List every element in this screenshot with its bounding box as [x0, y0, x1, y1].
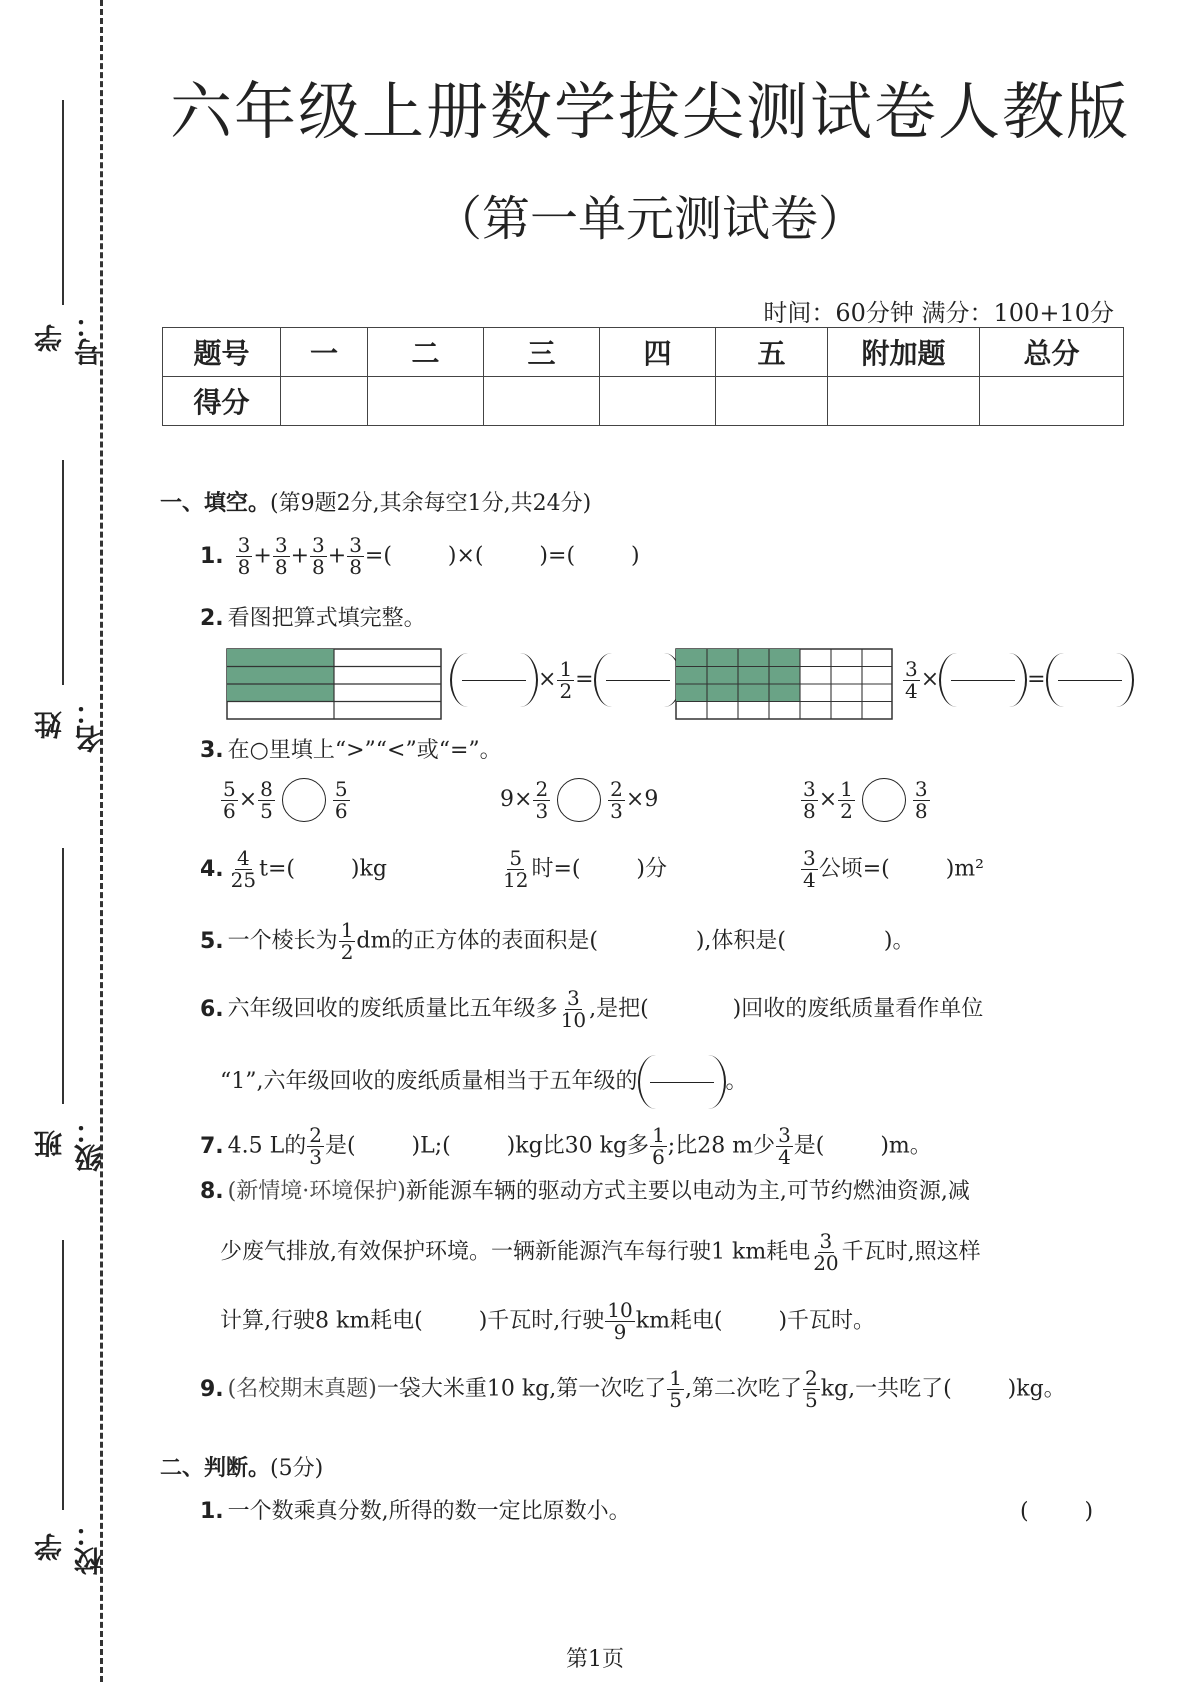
score-header-cell: 附加题 — [828, 328, 980, 377]
numerator: 1 — [340, 918, 354, 942]
score-table-score-row — [163, 377, 1124, 426]
page-number: 第1页 — [566, 1647, 624, 1672]
denominator: 4 — [778, 1145, 791, 1169]
section1-heading — [160, 493, 591, 515]
denominator: 8 — [914, 798, 928, 823]
compare-circle[interactable] — [282, 778, 326, 822]
numerator: 3 — [237, 533, 251, 557]
question-8-line3 — [220, 1300, 875, 1343]
fraction — [533, 776, 550, 823]
fraction-blank[interactable] — [638, 1055, 726, 1109]
numerator: 1 — [669, 1366, 682, 1390]
fraction — [913, 776, 930, 823]
numerator: 5 — [509, 846, 523, 870]
denominator: 2 — [840, 798, 853, 823]
numerator: 3 — [567, 986, 580, 1010]
score-header-cell: 四 — [600, 328, 716, 377]
denominator: 12 — [503, 868, 529, 892]
denominator: 2 — [559, 678, 573, 703]
question-6-line2 — [220, 1055, 748, 1109]
fraction — [801, 848, 818, 891]
question-number: 1. — [200, 1499, 224, 1524]
question-number: 4. — [200, 856, 224, 882]
fraction — [258, 776, 275, 823]
score-cell[interactable] — [716, 377, 828, 426]
equals: = — [1027, 667, 1046, 692]
score-header-cell: 总分 — [980, 328, 1124, 377]
score-cell[interactable] — [828, 377, 980, 426]
numerator: 3 — [274, 533, 288, 557]
class-field — [30, 848, 106, 1178]
question-text: 少废气排放,有效保护环境。一辆新能源汽车每行驶1 km耗电 — [220, 1239, 811, 1265]
denominator: 2 — [340, 940, 354, 964]
prefix: 9× — [500, 787, 533, 812]
binding-margin — [0, 0, 110, 1682]
answer-blank[interactable]: 是( )m。 — [793, 1133, 932, 1159]
answer-blank[interactable]: km耗电( )千瓦时。 — [635, 1308, 876, 1334]
question-number: 6. — [200, 996, 224, 1022]
times: × — [920, 667, 940, 692]
numerator: 3 — [803, 846, 816, 870]
fraction-blank[interactable] — [939, 653, 1027, 707]
fraction — [803, 1368, 820, 1411]
numerator: 2 — [610, 776, 623, 801]
times: × — [818, 787, 838, 812]
numerator: 3 — [778, 1123, 791, 1147]
question-number: 7. — [200, 1133, 224, 1159]
denominator: 3 — [610, 798, 623, 823]
exam-meta: 时间：60分钟 满分：100+10分 — [763, 299, 1114, 327]
denominator: 8 — [349, 555, 362, 579]
section2-title: 二、判断。 — [160, 1456, 271, 1481]
denominator: 8 — [803, 798, 816, 823]
answer-blank[interactable]: t=( )kg — [259, 856, 387, 882]
denominator: 6 — [652, 1145, 665, 1169]
student-id-line — [62, 100, 64, 305]
numerator: 1 — [652, 1123, 665, 1147]
fraction — [310, 535, 327, 578]
question-tag: (新情境·环境保护) — [227, 1179, 406, 1204]
plus: + — [327, 543, 347, 569]
score-header-cell: 题号 — [163, 328, 281, 377]
question-4c — [800, 848, 984, 891]
answer-blanks[interactable]: dm的正方体的表面积是( ),体积是( )。 — [356, 928, 915, 954]
question-text: 4.5 L的 — [227, 1133, 307, 1159]
section2-note: (5分) — [270, 1456, 324, 1481]
plus: + — [253, 543, 272, 569]
question-text: 一个棱长为 — [227, 928, 338, 954]
question-text: “1”,六年级回收的废纸质量相当于五年级的 — [220, 1069, 638, 1094]
denominator: 6 — [334, 798, 348, 823]
grid-diagram-1 — [226, 648, 442, 720]
grid-2-svg — [675, 648, 893, 720]
grid-1-svg — [226, 648, 442, 720]
times: × — [538, 667, 557, 692]
judge-question-1 — [200, 1501, 631, 1523]
denominator: 4 — [803, 868, 816, 892]
question-8 — [200, 1181, 970, 1203]
question-8-line2 — [220, 1231, 981, 1274]
times: × — [238, 787, 258, 812]
denominator: 9 — [613, 1320, 627, 1344]
school-line — [62, 1240, 64, 1510]
fraction — [339, 920, 356, 963]
name-label: 姓名： — [33, 697, 106, 753]
question-text: 看图把算式填完整。 — [227, 606, 426, 631]
section1-note: (第9题2分,其余每空1分,共24分) — [270, 491, 592, 516]
score-header-cell: 五 — [716, 328, 828, 377]
fraction — [811, 1231, 840, 1274]
score-row-label: 得分 — [163, 377, 281, 426]
numerator: 2 — [535, 776, 549, 801]
question-7 — [200, 1125, 932, 1168]
question-text: 一袋大米重10 kg,第一次吃了 — [376, 1376, 667, 1402]
fraction-blank[interactable] — [450, 653, 538, 707]
equals: = — [575, 667, 594, 692]
denominator: 4 — [905, 678, 918, 703]
question-number: 2. — [200, 606, 224, 631]
fraction — [557, 656, 574, 703]
fraction — [650, 1125, 667, 1168]
school-field — [30, 1240, 106, 1580]
q3-item-2 — [500, 778, 658, 822]
question-text: ,第二次吃了 — [684, 1376, 802, 1402]
fraction — [801, 776, 818, 823]
q2-equation-1 — [450, 653, 682, 707]
answer-blanks[interactable]: 是( )L;( )kg比30 kg多 — [325, 1133, 650, 1159]
compare-circle[interactable] — [862, 778, 906, 822]
q3-item-3 — [800, 778, 931, 822]
score-header-cell: 三 — [484, 328, 600, 377]
denominator: 5 — [669, 1388, 682, 1412]
numerator: 2 — [309, 1123, 322, 1147]
q3-item-1 — [220, 778, 351, 822]
fraction — [838, 776, 855, 823]
denominator: 8 — [274, 555, 288, 579]
question-9 — [200, 1368, 1066, 1411]
section2-heading — [160, 1458, 323, 1480]
page-subtitle: （第一单元测试卷） — [433, 191, 866, 247]
score-cell[interactable] — [368, 377, 484, 426]
denominator: 3 — [535, 798, 549, 823]
class-label: 班级： — [33, 1116, 106, 1172]
fraction-blank[interactable] — [594, 653, 682, 707]
page-title: 六年级上册数学拔尖测试卷人教版 — [169, 75, 1130, 148]
answer-blank[interactable]: kg,一共吃了( )kg。 — [820, 1376, 1066, 1402]
name-field — [30, 460, 106, 760]
fraction — [347, 535, 364, 578]
score-cell[interactable] — [980, 377, 1124, 426]
question-5 — [200, 920, 915, 963]
score-header-cell: 一 — [281, 328, 368, 377]
fraction — [776, 1125, 793, 1168]
answer-blanks[interactable]: =( )×( )=( ) — [364, 543, 640, 569]
numerator: 5 — [223, 776, 236, 801]
fraction — [236, 535, 253, 578]
denominator: 8 — [312, 555, 325, 579]
student-id-label: 学号： — [33, 310, 106, 366]
grid-diagram-2 — [675, 648, 893, 720]
fraction-blank[interactable] — [1046, 653, 1134, 707]
denominator: 10 — [560, 1008, 587, 1032]
question-text: ;比28 m少 — [667, 1133, 776, 1159]
question-6 — [200, 988, 983, 1031]
fraction — [307, 1125, 324, 1168]
fraction — [229, 848, 258, 891]
plus: + — [290, 543, 310, 569]
question-number: 3. — [200, 738, 224, 763]
question-1 — [200, 535, 640, 578]
student-id-field — [30, 100, 106, 366]
score-cell[interactable] — [484, 377, 600, 426]
q2-equation-2 — [902, 653, 1134, 707]
numerator: 3 — [349, 533, 362, 557]
numerator: 3 — [803, 776, 816, 801]
denominator: 5 — [804, 1388, 818, 1412]
answer-blank[interactable]: ,是把( )回收的废纸质量看作单位 — [589, 996, 984, 1022]
question-number: 1. — [200, 543, 224, 569]
suffix: ×9 — [625, 787, 659, 812]
school-label: 学校： — [33, 1519, 106, 1576]
denominator: 6 — [223, 798, 236, 823]
judge-answer-paren[interactable] — [1020, 1501, 1093, 1523]
score-cell[interactable] — [600, 377, 716, 426]
class-line — [62, 848, 64, 1104]
denominator: 8 — [237, 555, 251, 579]
fraction — [333, 776, 350, 823]
score-header-cell: 二 — [368, 328, 484, 377]
numerator: 1 — [559, 656, 573, 681]
fraction — [559, 988, 588, 1031]
numerator: 2 — [804, 1366, 818, 1390]
period: 。 — [725, 1069, 748, 1094]
question-text: 新能源车辆的驱动方式主要以电动为主,可节约燃油资源,减 — [405, 1179, 970, 1204]
question-text: 六年级回收的废纸质量比五年级多 — [227, 996, 558, 1022]
numerator: 1 — [840, 776, 853, 801]
fraction — [667, 1368, 684, 1411]
answer-blank[interactable]: ( ) — [1020, 1499, 1094, 1524]
cut-line — [100, 0, 103, 1682]
numerator: 3 — [312, 533, 325, 557]
numerator: 3 — [819, 1229, 833, 1253]
question-4b — [500, 848, 667, 891]
numerator: 3 — [905, 656, 918, 681]
question-text: 在○里填上“>”“<”或“=”。 — [227, 738, 502, 763]
answer-blank[interactable]: 时=( )分 — [531, 856, 667, 882]
section1-title: 一、填空。 — [160, 491, 271, 516]
denominator: 5 — [260, 798, 273, 823]
fraction — [605, 1300, 634, 1343]
question-2 — [200, 608, 426, 630]
numerator: 5 — [334, 776, 348, 801]
denominator: 25 — [230, 868, 257, 892]
question-number: 5. — [200, 928, 224, 954]
name-line — [62, 460, 64, 685]
fraction — [501, 848, 530, 891]
denominator: 3 — [309, 1145, 322, 1169]
question-text: 一个数乘真分数,所得的数一定比原数小。 — [227, 1499, 631, 1524]
score-table — [162, 327, 1124, 426]
denominator: 20 — [813, 1251, 839, 1275]
compare-circle[interactable] — [557, 778, 601, 822]
question-number: 8. — [200, 1179, 224, 1204]
question-text: 千瓦时,照这样 — [841, 1239, 981, 1265]
fraction — [608, 776, 625, 823]
question-4 — [200, 848, 387, 891]
score-table-header-row — [163, 328, 1124, 377]
grid-1-shaded — [227, 649, 334, 701]
numerator: 4 — [237, 846, 250, 870]
numerator: 8 — [260, 776, 273, 801]
answer-blank[interactable]: 计算,行驶8 km耗电( )千瓦时,行驶 — [220, 1308, 605, 1334]
fraction — [903, 656, 920, 703]
fraction — [221, 776, 238, 823]
numerator: 3 — [914, 776, 928, 801]
numerator: 10 — [607, 1298, 633, 1322]
score-cell[interactable] — [281, 377, 368, 426]
fraction — [273, 535, 290, 578]
answer-blank[interactable]: 公顷=( )m² — [818, 856, 984, 882]
question-number: 9. — [200, 1376, 224, 1402]
question-3 — [200, 740, 502, 762]
question-tag: (名校期末真题) — [227, 1376, 377, 1402]
